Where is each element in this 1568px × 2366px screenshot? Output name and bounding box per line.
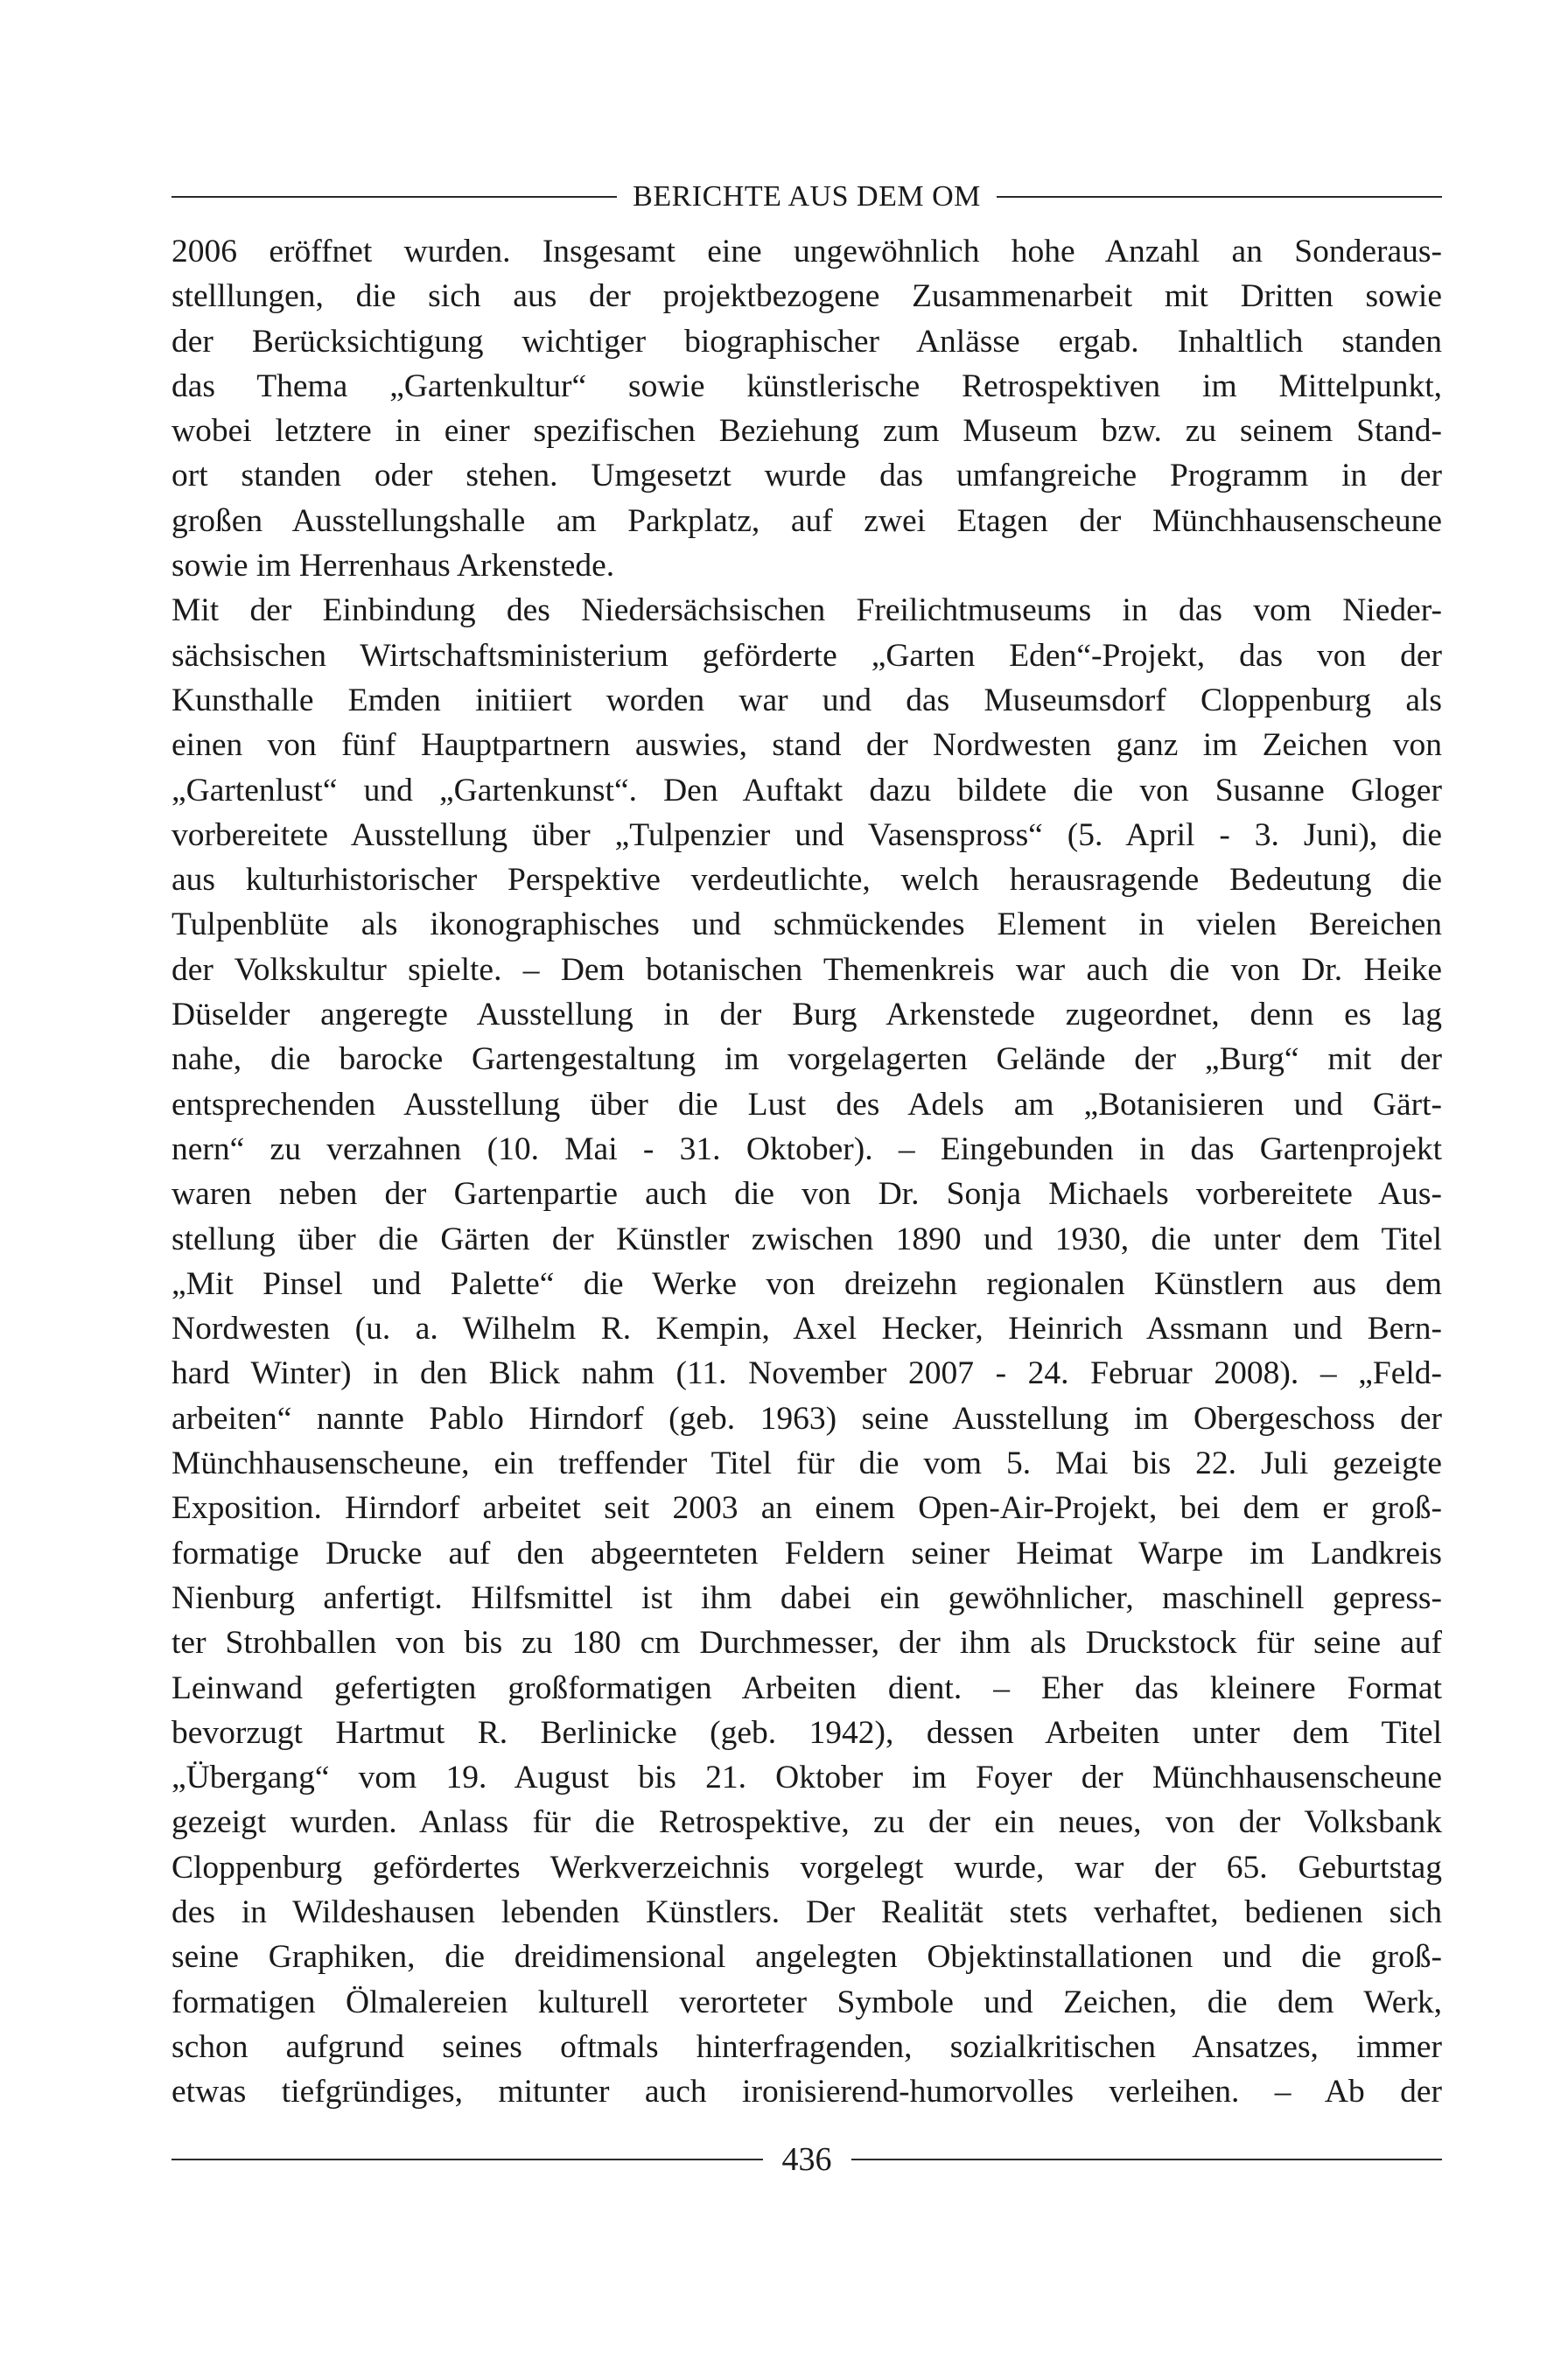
text-line: formatige Drucke auf den abgeernteten Feldern seiner Heimat Warpe im Landkreis xyxy=(172,1535,1442,1572)
text-line: des in Wildeshausen lebenden Künstlers. Der Realität stets verhaftet, bedienen sich xyxy=(172,1894,1442,1930)
text-line: ort standen oder stehen. Umgesetzt wurde das umfangreiche Programm in der xyxy=(172,458,1442,494)
running-head-title: BERICHTE AUS DEM OM xyxy=(633,180,981,213)
text-line: entsprechenden Ausstellung über die Lust des Adels am „Botanisieren und Gärt- xyxy=(172,1086,1442,1123)
text-line: hard Winter) in den Blick nahm (11. November 2007 - 24. Februar 2008). – „Feld- xyxy=(172,1355,1442,1392)
text-line: schon aufgrund seines oftmals hinterfragenden, sozialkritischen Ansatzes, immer xyxy=(172,2028,1442,2065)
text-line: 2006 eröffnet wurden. Insgesamt eine ungewöhnlich hohe Anzahl an Sonderaus- xyxy=(172,234,1442,270)
text-line: Leinwand gefertigten großformatigen Arbeiten dient. – Eher das kleinere Format xyxy=(172,1670,1442,1706)
text-line: etwas tiefgründiges, mitunter auch ironisierend-humorvolles verleihen. – Ab der xyxy=(172,2074,1442,2110)
text-line: Mit der Einbindung des Niedersächsischen Freilichtmuseums in das vom Nieder- xyxy=(172,592,1442,629)
text-line: arbeiten“ nannte Pablo Hirndorf (geb. 1963) seine Ausstellung im Obergeschoss der xyxy=(172,1400,1442,1437)
text-line: wobei letztere in einer spezifischen Beziehung zum Museum bzw. zu seinem Stand- xyxy=(172,413,1442,450)
footer-rule-right xyxy=(851,2159,1443,2160)
text-line: aus kulturhistorischer Perspektive verdeutlichte, welch herausragende Bedeutung die xyxy=(172,862,1442,899)
page-footer xyxy=(172,2135,1442,2184)
running-head xyxy=(172,175,1442,219)
text-line: vorbereitete Ausstellung über „Tulpenzier und Vasenspross“ (5. April - 3. Juni), die xyxy=(172,816,1442,853)
text-line: Düselder angeregte Ausstellung in der Burg Arkenstede zugeordnet, denn es lag xyxy=(172,997,1442,1033)
text-line: bevorzugt Hartmut R. Berlinicke (geb. 1942), dessen Arbeiten unter dem Titel xyxy=(172,1714,1442,1751)
text-line: Nordwesten (u. a. Wilhelm R. Kempin, Axel Hecker, Heinrich Assmann und Bern- xyxy=(172,1311,1442,1348)
text-line: nahe, die barocke Gartengestaltung im vorgelagerten Gelände der „Burg“ mit der xyxy=(172,1041,1442,1078)
text-line: „Mit Pinsel und Palette“ die Werke von dreizehn regionalen Künstlern aus dem xyxy=(172,1265,1442,1302)
text-line: Münchhausenscheune, ein treffender Titel für die vom 5. Mai bis 22. Juli gezeigte xyxy=(172,1446,1442,1482)
text-line: Cloppenburg gefördertes Werkverzeichnis vorgelegt wurde, war der 65. Geburtstag xyxy=(172,1849,1442,1886)
text-line: nern“ zu verzahnen (10. Mai - 31. Oktober). – Eingebunden in das Gartenprojekt xyxy=(172,1130,1442,1167)
text-line: der Berücksichtigung wichtiger biographischer Anlässe ergab. Inhaltlich standen xyxy=(172,323,1442,360)
text-line: Tulpenblüte als ikonographisches und schmückendes Element in vielen Bereichen xyxy=(172,906,1442,943)
paragraph-2 xyxy=(172,588,1442,2114)
text-line: „Gartenlust“ und „Gartenkunst“. Den Auftakt dazu bildete die von Susanne Gloger xyxy=(172,772,1442,808)
paragraph-1 xyxy=(172,229,1442,588)
text-line: sowie im Herrenhaus Arkenstede. xyxy=(172,548,615,584)
text-line: stelllungen, die sich aus der projektbezogene Zusammenarbeit mit Dritten sowie xyxy=(172,278,1442,315)
text-line: gezeigt wurden. Anlass für die Retrospektive, zu der ein neues, von der Volksbank xyxy=(172,1804,1442,1841)
text-line: „Übergang“ vom 19. August bis 21. Oktober im Foyer der Münchhausenscheune xyxy=(172,1760,1442,1796)
page-number: 436 xyxy=(781,2141,832,2178)
text-line: seine Graphiken, die dreidimensional angelegten Objektinstallationen und die groß- xyxy=(172,1939,1442,1976)
text-line: Exposition. Hirndorf arbeitet seit 2003 an einem Open-Air-Projekt, bei dem er groß- xyxy=(172,1490,1442,1527)
running-head-rule-right xyxy=(997,196,1442,198)
text-line: stellung über die Gärten der Künstler zwischen 1890 und 1930, die unter dem Titel xyxy=(172,1221,1442,1257)
text-line: Kunsthalle Emden initiiert worden war und das Museumsdorf Cloppenburg als xyxy=(172,682,1442,718)
text-line: formatigen Ölmalereien kulturell verorteter Symbole und Zeichen, die dem Werk, xyxy=(172,1984,1442,2020)
text-line: das Thema „Gartenkultur“ sowie künstlerische Retrospektiven im Mittelpunkt, xyxy=(172,368,1442,404)
text-line: waren neben der Gartenpartie auch die von Dr. Sonja Michaels vorbereitete Aus- xyxy=(172,1176,1442,1213)
text-line: einen von fünf Hauptpartnern auswies, stand der Nordwesten ganz im Zeichen von xyxy=(172,727,1442,764)
text-line: der Volkskultur spielte. – Dem botanischen Themenkreis war auch die von Dr. Heike xyxy=(172,951,1442,988)
text-line: Nienburg anfertigt. Hilfsmittel ist ihm dabei ein gewöhnlicher, maschinell gepress- xyxy=(172,1579,1442,1616)
text-line: ter Strohballen von bis zu 180 cm Durchmesser, der ihm als Druckstock für seine auf xyxy=(172,1625,1442,1662)
text-line: großen Ausstellungshalle am Parkplatz, auf zwei Etagen der Münchhausenscheune xyxy=(172,502,1442,539)
running-head-rule-left xyxy=(172,196,617,198)
body-text xyxy=(172,229,1442,2114)
text-line: sächsischen Wirtschaftsministerium geförderte „Garten Eden“-Projekt, das von der xyxy=(172,637,1442,674)
footer-rule-left xyxy=(172,2159,763,2160)
